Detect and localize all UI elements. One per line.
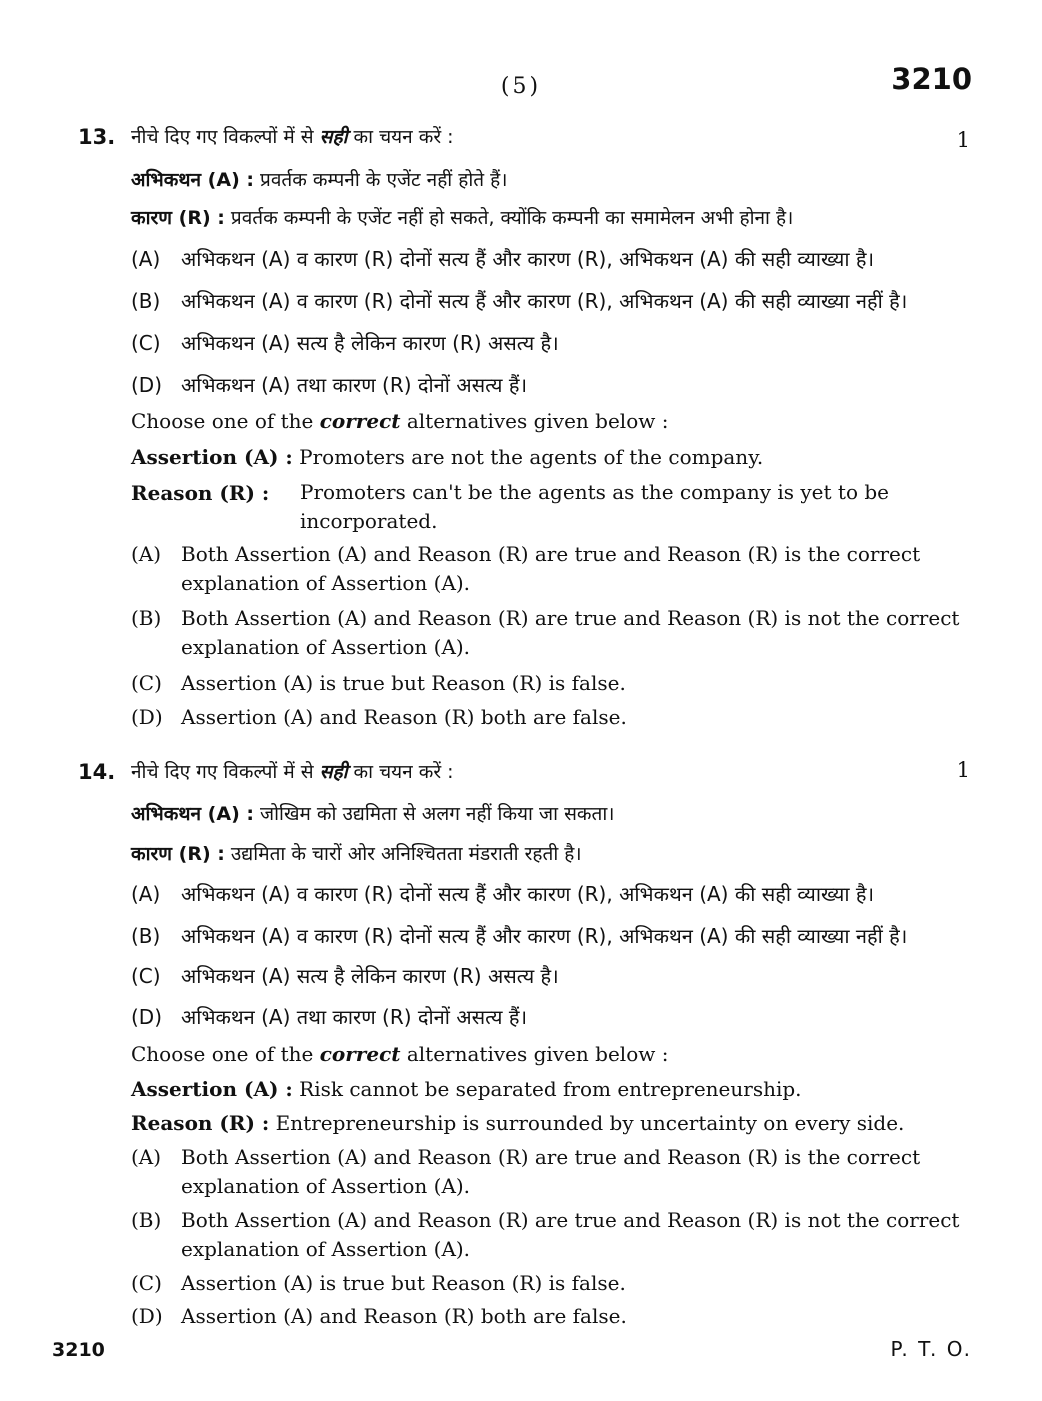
hindi-reason-label: कारण (R) :	[131, 843, 225, 865]
hindi-assertion-text: प्रवर्तक कम्पनी के एजेंट नहीं होते हैं।	[253, 169, 508, 191]
hindi-instruction-text: नीचे दिए गए विकल्पों में से	[131, 761, 320, 783]
option-label: (A)	[131, 542, 162, 566]
english-instruction-text: Choose one of the	[131, 1042, 320, 1066]
option-text: अभिकथन (A) व कारण (R) दोनों सत्य हैं और कारण (R), अभिकथन (A) की सही व्याख्या है।	[181, 882, 875, 906]
option-label: (D)	[131, 705, 163, 729]
hindi-instruction	[131, 123, 970, 151]
option-text: Assertion (A) and Reason (R) both are false.	[181, 1304, 627, 1328]
hindi-reason-text: उद्यमिता के चारों ओर अनिश्चितता मंडराती रहती है।	[224, 843, 582, 865]
question-number: 13.	[78, 125, 116, 149]
option-text: अभिकथन (A) व कारण (R) दोनों सत्य हैं और कारण (R), अभिकथन (A) की सही व्याख्या है।	[181, 247, 875, 271]
english-instruction-text-end: alternatives given below :	[400, 1042, 669, 1066]
english-assertion-label: Assertion (A) :	[131, 1077, 293, 1101]
hindi-assertion-text: जोखिम को उद्यमिता से अलग नहीं किया जा सकता।	[253, 803, 615, 825]
english-reason	[131, 1109, 970, 1137]
hindi-assertion	[131, 800, 970, 828]
hindi-instruction-emphasis: सही	[319, 126, 348, 148]
english-assertion	[131, 443, 970, 471]
english-assertion	[131, 1075, 970, 1103]
english-instruction-emphasis: correct	[319, 1042, 401, 1066]
question-number: 14.	[78, 760, 116, 784]
option-text: अभिकथन (A) सत्य है लेकिन कारण (R) असत्य है।	[181, 964, 559, 988]
option-text: Both Assertion (A) and Reason (R) are true and Reason (R) is not the correct explanation of Assertion (A).	[181, 1208, 960, 1261]
english-assertion-text: Risk cannot be separated from entrepreneurship.	[292, 1077, 802, 1101]
option-label: (D)	[131, 1005, 163, 1029]
paper-code-footer: 3210	[52, 1339, 105, 1361]
option-label: (B)	[131, 289, 161, 313]
english-reason-label: Reason (R) :	[131, 481, 270, 505]
english-instruction	[131, 1040, 970, 1068]
option-label: (A)	[131, 1145, 162, 1169]
option-text: अभिकथन (A) तथा कारण (R) दोनों असत्य हैं।	[181, 1005, 528, 1029]
hindi-assertion-label: अभिकथन (A) :	[131, 803, 254, 825]
english-instruction-text-end: alternatives given below :	[400, 409, 669, 433]
option-text: Both Assertion (A) and Reason (R) are true and Reason (R) is the correct explanation of Assertion (A).	[181, 542, 921, 595]
option-text: Both Assertion (A) and Reason (R) are true and Reason (R) is the correct explanation of Assertion (A).	[181, 1145, 921, 1198]
pto-label: P. T. O.	[890, 1337, 972, 1361]
hindi-reason	[131, 204, 970, 232]
hindi-reason	[131, 840, 970, 868]
hindi-assertion	[131, 166, 970, 194]
hindi-assertion-label: अभिकथन (A) :	[131, 169, 254, 191]
english-reason-label: Reason (R) :	[131, 1111, 270, 1135]
page-number: (5)	[500, 74, 542, 99]
option-label: (B)	[131, 1208, 162, 1232]
paper-code-top: 3210	[891, 62, 972, 96]
hindi-instruction	[131, 758, 970, 786]
english-instruction	[131, 407, 970, 435]
english-instruction-text: Choose one of the	[131, 409, 320, 433]
hindi-instruction-emphasis: सही	[319, 761, 348, 783]
option-text: अभिकथन (A) सत्य है लेकिन कारण (R) असत्य है।	[181, 331, 559, 355]
option-label: (A)	[131, 882, 161, 906]
option-label: (C)	[131, 964, 161, 988]
option-label: (C)	[131, 671, 162, 695]
option-label: (C)	[131, 331, 161, 355]
option-text: Assertion (A) and Reason (R) both are false.	[181, 705, 627, 729]
hindi-instruction-text-end: का चयन करें :	[347, 126, 454, 148]
hindi-reason-text: प्रवर्तक कम्पनी के एजेंट नहीं हो सकते, क्योंकि कम्पनी का समामेलन अभी होना है।	[224, 207, 794, 229]
option-text: अभिकथन (A) व कारण (R) दोनों सत्य हैं और कारण (R), अभिकथन (A) की सही व्याख्या नहीं है।	[181, 924, 908, 948]
option-text: अभिकथन (A) तथा कारण (R) दोनों असत्य हैं।	[181, 373, 528, 397]
option-label: (B)	[131, 924, 161, 948]
option-text: अभिकथन (A) व कारण (R) दोनों सत्य हैं और कारण (R), अभिकथन (A) की सही व्याख्या नहीं है।	[181, 289, 908, 313]
hindi-instruction-text-end: का चयन करें :	[347, 761, 454, 783]
option-label: (C)	[131, 1271, 162, 1295]
option-label: (A)	[131, 247, 161, 271]
english-assertion-label: Assertion (A) :	[131, 445, 293, 469]
english-assertion-text: Promoters are not the agents of the company.	[292, 445, 764, 469]
hindi-reason-label: कारण (R) :	[131, 207, 225, 229]
english-instruction-emphasis: correct	[319, 409, 401, 433]
english-reason-text: Promoters can't be the agents as the company is yet to be incorporated.	[300, 480, 889, 533]
option-text: Both Assertion (A) and Reason (R) are true and Reason (R) is not the correct explanation of Assertion (A).	[181, 606, 960, 659]
option-text: Assertion (A) is true but Reason (R) is false.	[181, 671, 626, 695]
option-label: (D)	[131, 1304, 163, 1328]
english-reason-text: Entrepreneurship is surrounded by uncertainty on every side.	[269, 1111, 905, 1135]
question-marks: 1	[956, 758, 970, 782]
option-label: (D)	[131, 373, 163, 397]
question-marks: 1	[956, 128, 970, 152]
option-label: (B)	[131, 606, 162, 630]
option-text: Assertion (A) is true but Reason (R) is false.	[181, 1271, 626, 1295]
hindi-instruction-text: नीचे दिए गए विकल्पों में से	[131, 126, 320, 148]
